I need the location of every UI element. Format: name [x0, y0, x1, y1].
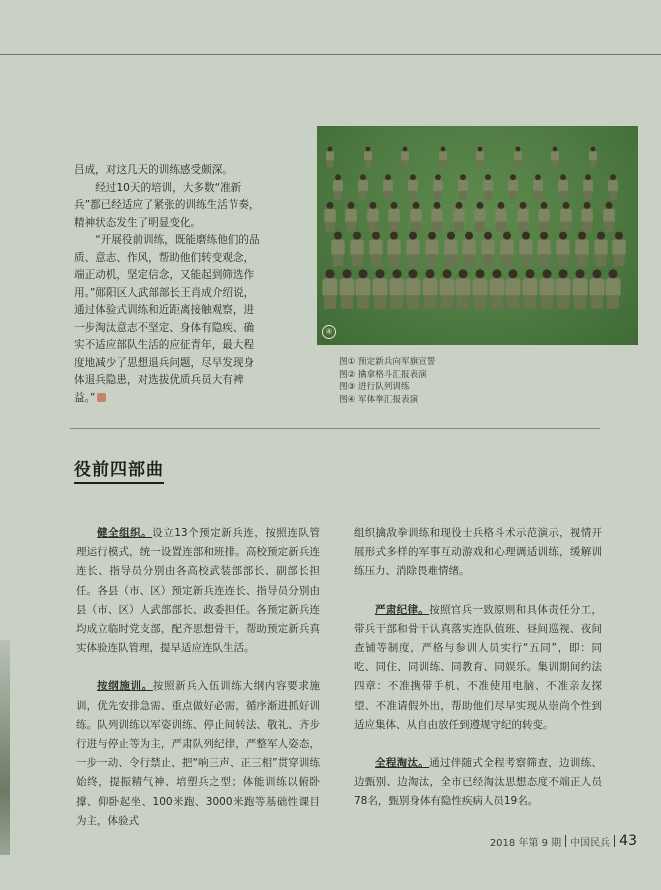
- paragraph-text: 组织擒敌拳训练和现役士兵格斗术示范演示，视情开展形式多样的军事互动游戏和心理调适训练，缓解训练压力、消除畏难情绪。: [354, 527, 602, 578]
- soldier-figure: [389, 269, 404, 309]
- header-rule: [0, 54, 661, 55]
- soldier-figure: [575, 232, 588, 267]
- paragraph: [76, 677, 320, 831]
- soldier-figure: [388, 202, 400, 232]
- soldier-figure: [522, 269, 537, 309]
- soldier-figure: [572, 269, 587, 309]
- soldier-figure: [556, 232, 569, 267]
- soldier-figure: [496, 202, 508, 232]
- soldier-figure: [326, 147, 334, 168]
- soldier-figure: [594, 232, 607, 267]
- soldier-figure: [322, 269, 337, 309]
- soldier-figure: [331, 232, 344, 267]
- soldier-figure: [364, 147, 372, 168]
- soldier-figure: [444, 232, 457, 267]
- soldier-figure: [560, 202, 572, 232]
- soldier-figure: [346, 202, 358, 232]
- intro-text: [74, 162, 262, 407]
- soldier-figure: [489, 269, 504, 309]
- paragraph-text: 通过伴随式全程考察筛查，边训练、边甄别、边淘汰，全市已经淘汰思想态度不端正人员78名，甄别身体有隐性疾病人员19名。: [354, 757, 602, 808]
- intro-paragraph-3: [74, 232, 262, 407]
- soldier-figure: [589, 147, 597, 168]
- caption: 图④ 军体拳汇报表演: [339, 394, 419, 405]
- section-divider: [70, 428, 600, 429]
- soldier-figure: [558, 174, 568, 199]
- footer-divider: [614, 835, 615, 847]
- issue-label: 2018 年第 9 期: [489, 837, 562, 849]
- soldier-figure: [514, 147, 522, 168]
- soldier-figure: [369, 232, 382, 267]
- soldier-figure: [358, 174, 368, 199]
- intro-paragraph-3-text: “开展役前训练，既能磨练他们的品质、意志、作风，帮助他们转变观念，端正动机，坚定信念，又能起到筛选作用。”郧阳区人武部部长王肖成介绍说，通过体验式训练和近距离接触观察，进一步淘汰意志不坚定、身体有隐疾、确实不适应部队生活的应征青年，最大程度地减少了思想退兵问题，尽早发现身体退兵隐患，对选拔优质兵员大有裨益。”: [74, 234, 260, 404]
- soldier-figure: [356, 269, 371, 309]
- soldier-figure: [339, 269, 354, 309]
- paragraph-text: 按照新兵入伍训练大纲内容要求施训，优先安排急需、重点做好必需，循序渐进抓好训练。队列训练以军姿训练、停止间转法、敬礼、齐步行进与停止等为主，严肃队列纪律，严整军人姿态，一步一动、令行禁止，把“响三声、正三相”贯穿训练始终，提振精气神、培塑兵之型；体能训练以俯卧撑、仰卧起坐、100米跑、3000米跑等基础性课目为主，体验式: [76, 680, 321, 827]
- soldier-figure: [603, 202, 615, 232]
- paragraph: [354, 524, 602, 582]
- prev-photo-edge: [0, 640, 10, 855]
- soldier-figure: [431, 202, 443, 232]
- page-number: 43: [619, 833, 637, 849]
- soldier-figure: [433, 174, 443, 199]
- soldier-figure: [606, 269, 621, 309]
- soldier-figure: [608, 174, 618, 199]
- paragraph-heading: 按纲施训。: [97, 680, 153, 693]
- soldier-figure: [538, 202, 550, 232]
- soldier-figure: [406, 232, 419, 267]
- soldier-figure: [456, 269, 471, 309]
- soldier-figure: [324, 202, 336, 232]
- soldier-figure: [372, 269, 387, 309]
- soldier-figure: [350, 232, 363, 267]
- soldier-figure: [439, 147, 447, 168]
- soldier-figure: [519, 232, 532, 267]
- soldier-figure: [483, 174, 493, 199]
- soldier-figure: [556, 269, 571, 309]
- soldier-figure: [508, 174, 518, 199]
- paragraph-heading: 严肃纪律。: [375, 603, 430, 616]
- soldier-figure: [581, 202, 593, 232]
- left-column: [76, 524, 320, 831]
- soldier-figure: [458, 174, 468, 199]
- soldier-figure: [583, 174, 593, 199]
- soldier-figure: [589, 269, 604, 309]
- caption: 图③ 进行队列训练: [339, 382, 410, 392]
- paragraph: [76, 524, 320, 658]
- soldier-figure: [506, 269, 521, 309]
- soldier-figure: [410, 202, 422, 232]
- soldier-figure: [401, 147, 409, 168]
- right-column: [354, 524, 602, 812]
- page-footer: [490, 833, 637, 849]
- paragraph-heading: 健全组织。: [97, 527, 153, 539]
- soldier-figure: [517, 202, 529, 232]
- soldier-figure: [500, 232, 513, 267]
- soldier-figure: [367, 202, 379, 232]
- soldier-figure: [613, 232, 626, 267]
- soldier-figure: [406, 269, 421, 309]
- paragraph: [354, 754, 602, 812]
- caption: 图① 预定新兵向军旗宣誓: [339, 357, 436, 367]
- intro-paragraph-2: 经过10天的培训，大多数“准新兵”都已经适应了紧张的训练生活节奏，精神状态发生了明显变化。: [74, 181, 260, 229]
- section-title: 役前四部曲: [74, 455, 164, 480]
- soldier-figure: [388, 232, 401, 267]
- soldier-figure: [425, 232, 438, 267]
- soldier-figure: [539, 269, 554, 309]
- training-photo: [317, 126, 638, 345]
- paragraph: [354, 601, 602, 735]
- caption: 图② 擒拿格斗汇报表演: [339, 369, 427, 380]
- intro-paragraph-1: 吕成，对这几天的训练感受颇深。: [74, 164, 233, 176]
- soldier-figure: [333, 174, 343, 199]
- magazine-name: 中国民兵: [570, 837, 611, 849]
- paragraph-text: 设立13个预定新兵连，按照连队管理运行模式，统一设置连部和班排。高校预定新兵连连长、指导员分别由各高校武装部部长、副部长担任。各县（市、区）预定新兵连连长、指导员分别由县（市、区）人武部部长、政委担任。各预定新兵连均成立临时党支部，配齐思想骨干，帮助预定新兵真实体验连队管理，提早适应连队生活。: [76, 527, 320, 655]
- soldier-figure: [474, 202, 486, 232]
- photo-captions: [339, 356, 435, 406]
- paragraph-text: 按照官兵一致原则和具体责任分工，带兵干部和骨干认真落实连队值班、昼间巡视、夜间查铺等制度，严格与参训人员实行“五同”，即：同吃、同住、同训练、同教育、同娱乐。集训期间约法四章：不准携带手机、不准使用电脑、不准亲友探望、不准请假外出，帮助他们尽早实现从崇尚个性到适应集体、从自由放任到遵规守纪的转变。: [354, 603, 602, 731]
- soldier-figure: [533, 174, 543, 199]
- soldier-figure: [538, 232, 551, 267]
- soldier-figure: [472, 269, 487, 309]
- soldier-figure: [551, 147, 559, 168]
- end-mark-icon: [97, 393, 106, 402]
- photo-marker: ④: [322, 325, 336, 339]
- soldier-figure: [463, 232, 476, 267]
- soldier-figure: [481, 232, 494, 267]
- soldier-figure: [439, 269, 454, 309]
- soldier-figure: [383, 174, 393, 199]
- soldier-figure: [453, 202, 465, 232]
- paragraph-heading: 全程淘汰。: [375, 757, 430, 770]
- soldier-figure: [422, 269, 437, 309]
- soldier-figure: [476, 147, 484, 168]
- footer-divider: [565, 835, 566, 847]
- soldier-figure: [408, 174, 418, 199]
